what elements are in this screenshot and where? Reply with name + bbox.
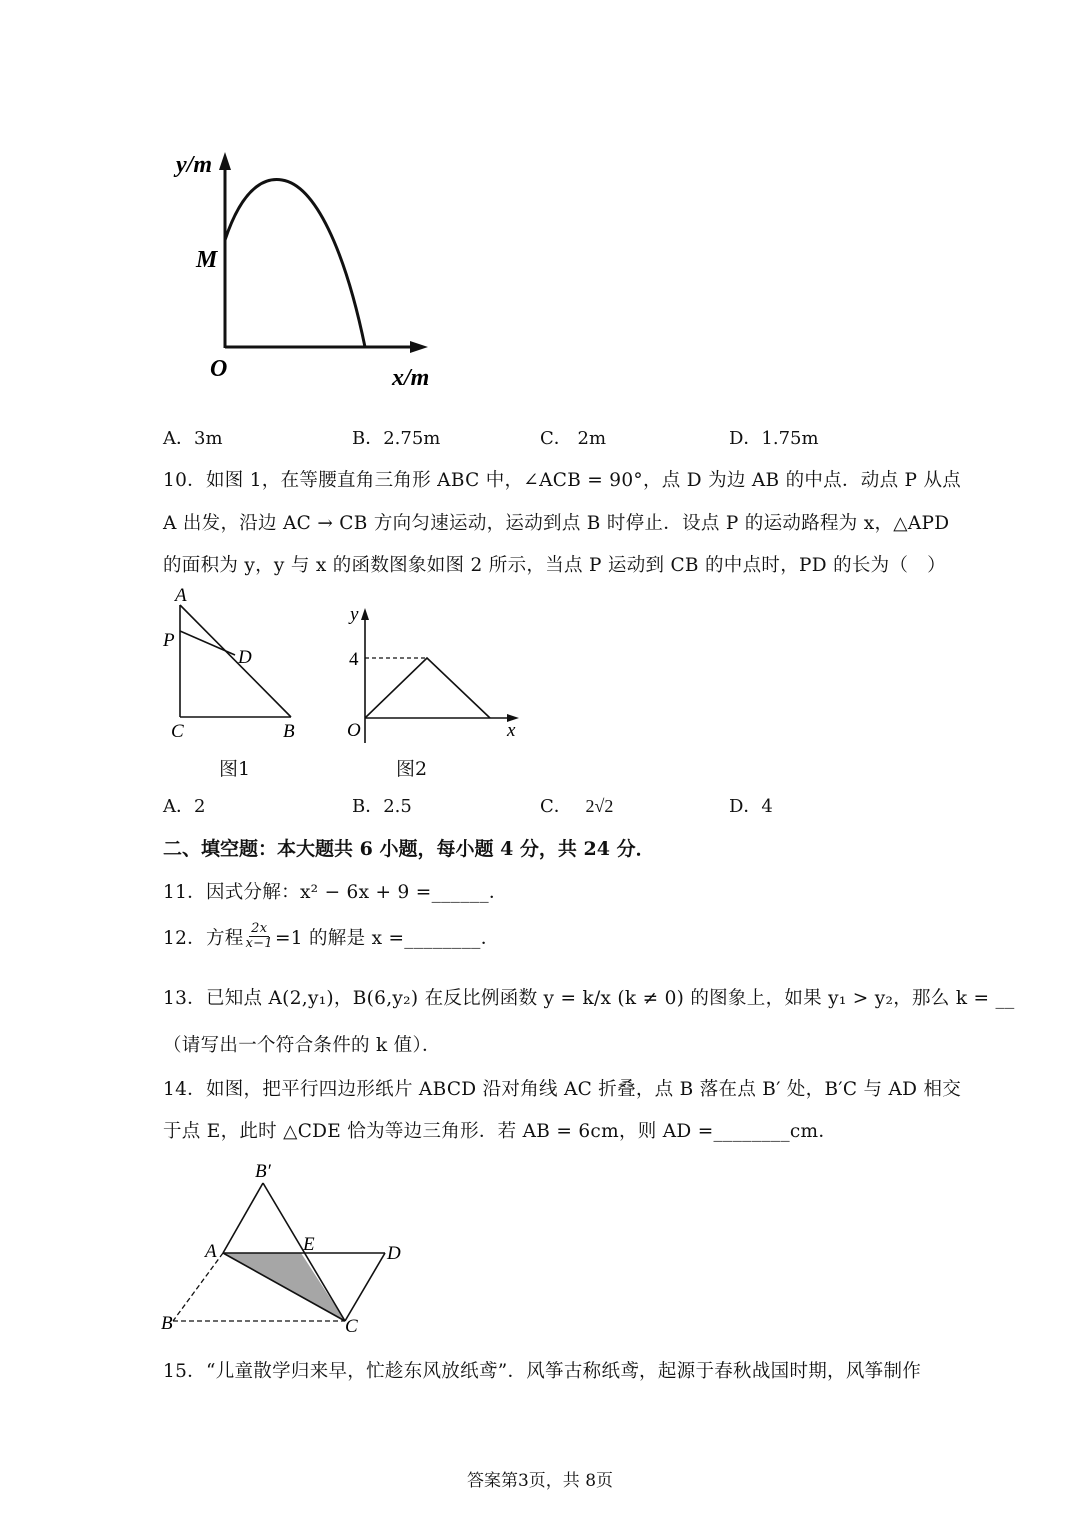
side-ab: [180, 605, 291, 717]
segment-ab-prime: [223, 1183, 263, 1253]
fig2-origin-label: O: [347, 720, 361, 741]
fig2-y-axis-arrow: [361, 608, 369, 620]
q14-line-2: 于点 E，此时 △CDE 恰为等边三角形．若 AB = 6cm，则 AD =________cm．: [163, 1121, 838, 1142]
q15-line-1: 15．“儿童散学归来早，忙趁东风放纸鸢”．风筝古称纸鸢，起源于春秋战国时期，风筝制作: [163, 1361, 922, 1382]
y-axis-label: y/m: [176, 152, 212, 178]
vertex-b-label: B: [161, 1313, 173, 1334]
vertex-d-label: D: [387, 1243, 401, 1264]
vertex-c-label: C: [345, 1316, 358, 1337]
y-axis-arrow: [219, 152, 231, 170]
parabola-curve: [225, 180, 365, 347]
q12-denominator: x−1: [245, 936, 273, 951]
q10-option-a: A．2: [163, 796, 206, 817]
q12-text: [163, 922, 500, 951]
q14-line-1: 14．如图，把平行四边形纸片 ABCD 沿对角线 AC 折叠，点 B 落在点 B′ 处，B′C 与 AD 相交: [163, 1079, 962, 1100]
point-p-label: P: [163, 630, 175, 651]
point-d-label: D: [238, 647, 252, 668]
x-axis-arrow: [410, 341, 428, 353]
q10-option-c-letter: C．: [540, 796, 572, 817]
q9-option-b: B．2.75m: [352, 428, 441, 449]
segment-ab-dashed: [173, 1253, 223, 1321]
q10-line-3: 的面积为 y，y 与 x 的函数图象如图 2 所示，当点 P 运动到 CB 的中点时，PD 的长为（ ）: [163, 555, 946, 576]
q12-fraction: [246, 922, 273, 951]
q9-option-d: D．1.75m: [729, 428, 819, 449]
figure-2-graph: [335, 598, 535, 748]
figure-q9-graph: [176, 140, 450, 400]
fig2-y-label: y: [350, 604, 359, 625]
vertex-a-label: A: [205, 1241, 217, 1262]
vertex-b-prime-label: B′: [255, 1161, 271, 1182]
q10-line-1: 10．如图 1，在等腰直角三角形 ABC 中，∠ACB = 90°，点 D 为边 AB 的中点．动点 P 从点: [163, 470, 962, 491]
vertex-b-label: B: [283, 721, 295, 742]
segment-pd: [180, 631, 235, 655]
point-m-label: M: [196, 247, 218, 273]
q10-option-b: B．2.5: [352, 796, 412, 817]
section-2-heading: 二、填空题：本大题共 6 小题，每小题 4 分，共 24 分．: [163, 838, 655, 860]
q10-option-c-value: 2√2: [585, 796, 614, 816]
q12-prefix: 12．方程: [163, 927, 244, 949]
figure-1-caption: 图1: [219, 758, 251, 780]
figure-q14-parallelogram: [155, 1155, 415, 1340]
q13-line-1: 13．已知点 A(2,y₁)，B(6,y₂) 在反比例函数 y = k/x (k ≠ 0) 的图象上，如果 y₁ > y₂，那么 k = __: [163, 988, 1015, 1009]
q10-option-c: [540, 792, 613, 818]
q12-numerator: 2x: [251, 921, 268, 936]
fig2-peak-label: 4: [349, 649, 359, 670]
fig2-function-line: [365, 658, 490, 718]
figure-1-triangle: [155, 580, 315, 745]
segment-dc: [345, 1253, 385, 1321]
q11-text: 11．因式分解：x² − 6x + 9 =______．: [163, 882, 508, 903]
point-e-label: E: [303, 1234, 315, 1255]
q10-option-d: D．4: [729, 796, 773, 817]
origin-label: O: [210, 356, 228, 382]
fig2-x-label: x: [507, 720, 516, 741]
q10-line-2: A 出发，沿边 AC → CB 方向匀速运动，运动到点 B 时停止．设点 P 的运动路程为 x，△APD: [163, 513, 950, 534]
q12-suffix: =1 的解是 x =________．: [274, 927, 500, 949]
figure-2-caption: 图2: [396, 758, 428, 780]
q9-option-a: A．3m: [163, 428, 223, 449]
q13-line-2: （请写出一个符合条件的 k 值）．: [163, 1035, 441, 1056]
vertex-a-label: A: [175, 585, 187, 606]
vertex-c-label: C: [171, 721, 184, 742]
page-footer: 答案第3页，共 8页: [466, 1471, 614, 1491]
q9-option-c: C． 2m: [540, 428, 607, 449]
x-axis-label: x/m: [392, 365, 430, 391]
